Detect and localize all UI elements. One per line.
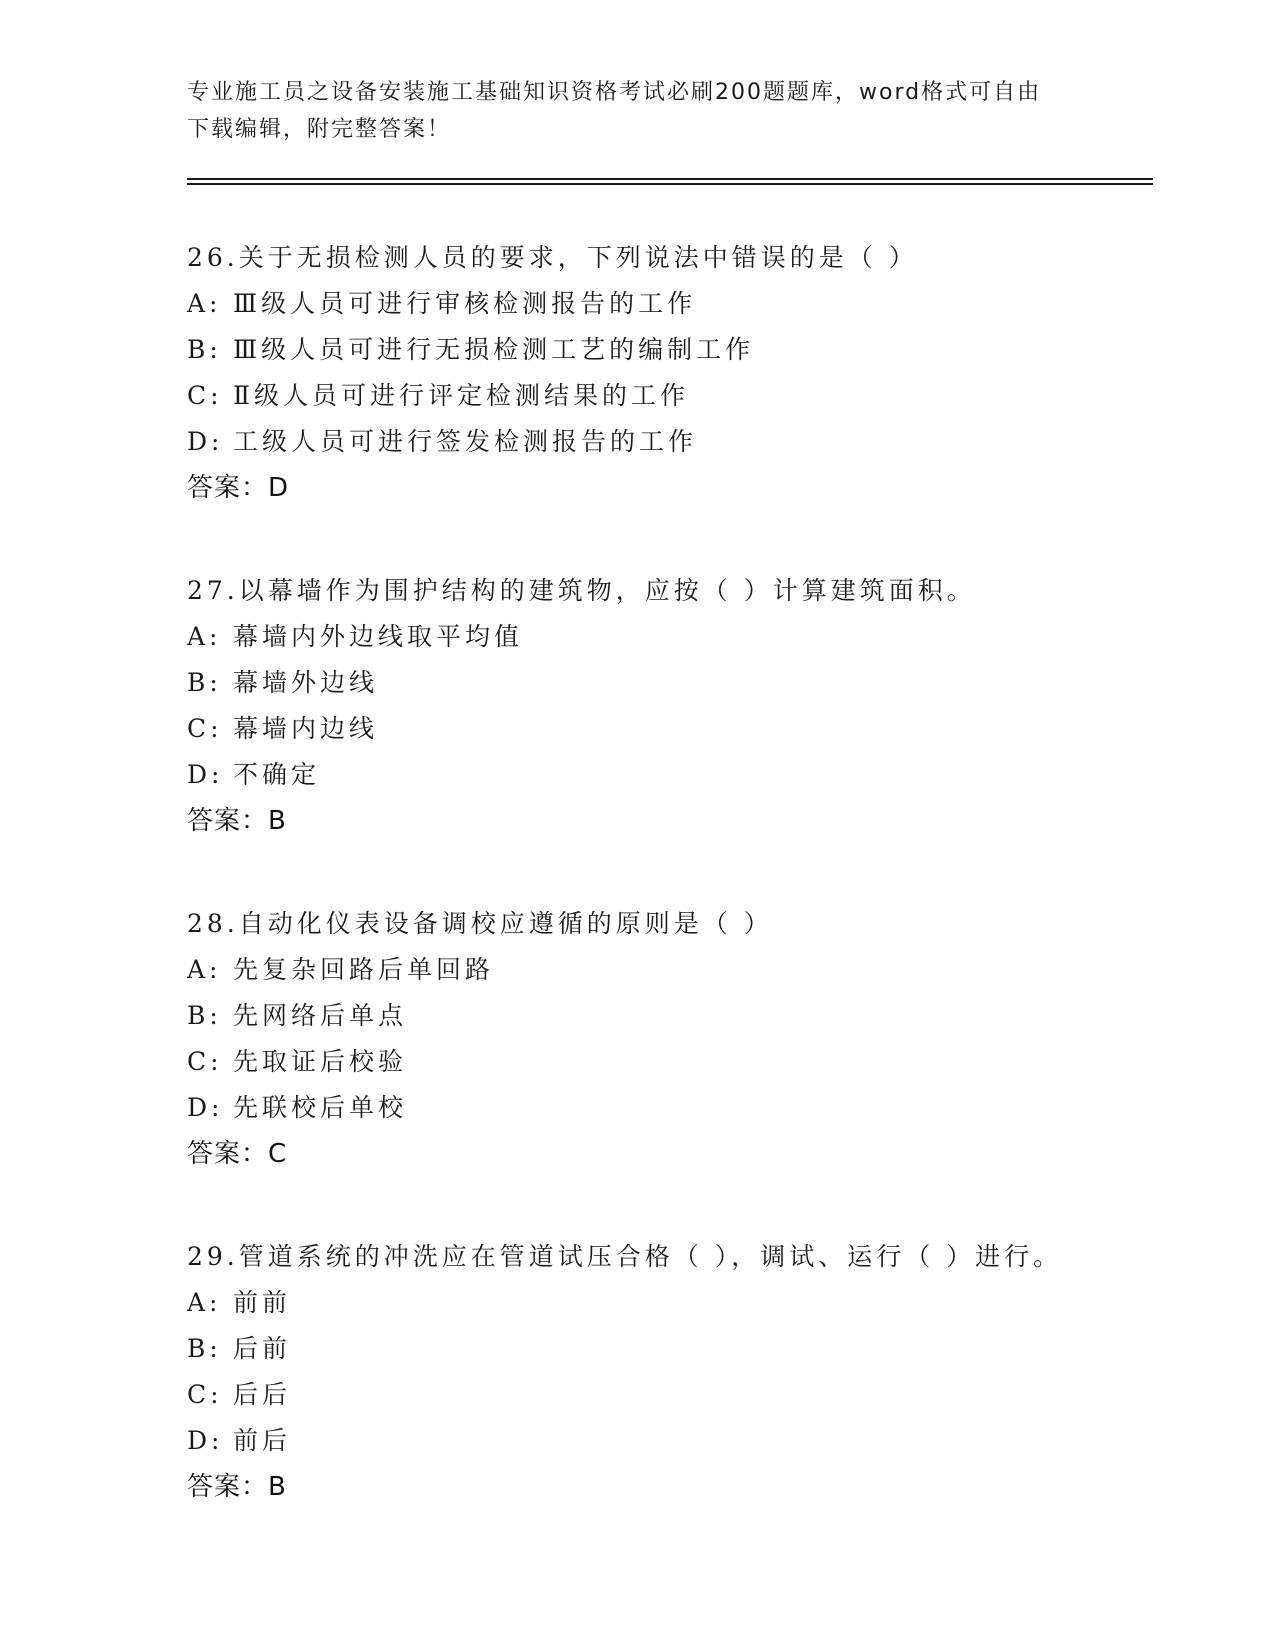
option-text: 先联校后单校 [233, 1093, 408, 1122]
option-key: A: [187, 1288, 222, 1317]
option-text: 后后 [233, 1380, 292, 1409]
option-key: A: [187, 289, 222, 318]
answer-line: 答案：C [187, 1139, 288, 1169]
question-stem: 26.关于无损检测人员的要求，下列说法中错误的是（ ） [187, 243, 918, 272]
option-a [187, 1280, 1147, 1326]
option-d [187, 1418, 1147, 1464]
answer-line: 答案：B [187, 806, 287, 836]
option-key: C: [187, 1380, 223, 1409]
document-header [187, 74, 1087, 148]
option-b [187, 327, 1147, 373]
option-text: 前前 [233, 1288, 292, 1317]
option-key: C: [187, 714, 223, 743]
option-c [187, 1039, 1147, 1085]
option-d [187, 1085, 1147, 1131]
option-key: D: [187, 760, 224, 789]
option-text: 工级人员可进行签发检测报告的工作 [233, 427, 698, 456]
question-26 [187, 235, 1147, 511]
option-key: D: [187, 1093, 224, 1122]
question-27 [187, 568, 1147, 844]
option-text: 后前 [233, 1334, 292, 1363]
question-stem: 28.自动化仪表设备调校应遵循的原则是（ ） [187, 909, 773, 938]
option-text: 先取证后校验 [233, 1047, 408, 1076]
question-list [187, 235, 1147, 1567]
option-text: Ⅲ级人员可进行审核检测报告的工作 [233, 289, 697, 318]
option-text: 幕墙外边线 [233, 668, 379, 697]
option-a [187, 281, 1147, 327]
option-b [187, 993, 1147, 1039]
option-key: A: [187, 955, 222, 984]
option-key: D: [187, 427, 224, 456]
option-text: 幕墙内外边线取平均值 [233, 622, 524, 651]
option-d [187, 419, 1147, 465]
question-stem: 27.以幕墙作为围护结构的建筑物，应按（ ）计算建筑面积。 [187, 576, 976, 605]
option-key: B: [187, 335, 222, 364]
option-key: B: [187, 1334, 222, 1363]
option-text: Ⅱ级人员可进行评定检测结果的工作 [233, 381, 689, 410]
option-a [187, 947, 1147, 993]
option-c [187, 706, 1147, 752]
option-text: 幕墙内边线 [233, 714, 379, 743]
header-line-1: 专业施工员之设备安装施工基础知识资格考试必刷200题题库，word格式可自由 [187, 80, 1042, 105]
option-text: 前后 [233, 1426, 292, 1455]
option-b [187, 1326, 1147, 1372]
option-key: D: [187, 1426, 224, 1455]
option-key: C: [187, 1047, 223, 1076]
question-29 [187, 1234, 1147, 1510]
answer-line: 答案：B [187, 1472, 287, 1502]
header-line-2: 下载编辑，附完整答案！ [187, 117, 452, 142]
option-key: B: [187, 668, 222, 697]
option-d [187, 752, 1147, 798]
option-text: 先复杂回路后单回路 [233, 955, 495, 984]
question-28 [187, 901, 1147, 1177]
header-divider-top [187, 178, 1153, 180]
answer-line: 答案：D [187, 473, 290, 503]
option-text: Ⅲ级人员可进行无损检测工艺的编制工作 [233, 335, 755, 364]
option-key: C: [187, 381, 223, 410]
option-key: B: [187, 1001, 222, 1030]
option-text: 先网络后单点 [233, 1001, 408, 1030]
option-c [187, 1372, 1147, 1418]
option-b [187, 660, 1147, 706]
question-stem: 29.管道系统的冲洗应在管道试压合格（ ），调试、运行（ ）进行。 [187, 1242, 1063, 1271]
option-a [187, 614, 1147, 660]
option-key: A: [187, 622, 222, 651]
header-divider-bottom [187, 183, 1153, 185]
option-text: 不确定 [233, 760, 321, 789]
option-c [187, 373, 1147, 419]
